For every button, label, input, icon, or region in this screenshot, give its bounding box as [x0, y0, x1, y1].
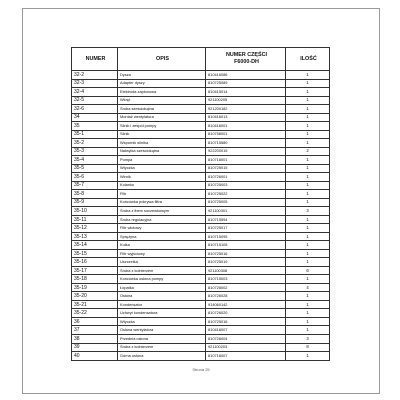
- table-row: [72, 198, 330, 207]
- cell-part-number: 810725005: [206, 198, 286, 207]
- cell-part-number: 922200015: [206, 147, 286, 156]
- cell-opis: Wtyczka: [118, 164, 206, 173]
- table-row: [72, 249, 330, 258]
- cell-opis: Śruba regulacyjna: [118, 215, 206, 224]
- cell-quantity: 1: [286, 105, 330, 114]
- cell-part-number: 810416086: [206, 71, 286, 80]
- cell-part-number: 810725015: [206, 164, 286, 173]
- cell-part-number: 810416001: [206, 122, 286, 131]
- cell-quantity: 1: [286, 113, 330, 122]
- document-page: [22, 8, 380, 394]
- cell-quantity: 3: [286, 334, 330, 343]
- table-row: [72, 173, 330, 182]
- cell-part-number: 810715095: [206, 232, 286, 241]
- cell-opis: Kondensator: [118, 300, 206, 309]
- cell-quantity: 1: [286, 352, 330, 361]
- cell-numer: 35-7: [72, 181, 118, 190]
- table-row: [72, 258, 330, 267]
- table-row: [72, 326, 330, 335]
- table-row: [72, 181, 330, 190]
- table-row: [72, 113, 330, 122]
- header-opis: OPIS: [118, 48, 206, 71]
- cell-quantity: 1: [286, 173, 330, 182]
- cell-numer: 35-19: [72, 283, 118, 292]
- cell-opis: Dysza: [118, 71, 206, 80]
- cell-opis: Adapter dyszy: [118, 79, 206, 88]
- table-row: [72, 275, 330, 284]
- cell-numer: 38: [72, 334, 118, 343]
- cell-numer: 35-8: [72, 190, 118, 199]
- cell-part-number: 921100301: [206, 207, 286, 216]
- cell-part-number: 810416013: [206, 113, 286, 122]
- table-row: [72, 334, 330, 343]
- table-row: [72, 190, 330, 199]
- cell-part-number: 810725016: [206, 317, 286, 326]
- table-row: [72, 139, 330, 148]
- table-row: [72, 352, 330, 361]
- cell-opis: Uchwyt kondensatora: [118, 309, 206, 318]
- table-row: [72, 224, 330, 233]
- cell-part-number: 810715580: [206, 139, 286, 148]
- cell-quantity: 1: [286, 130, 330, 139]
- cell-numer: 35-5: [72, 164, 118, 173]
- cell-opis: Śruba sześciokątna: [118, 105, 206, 114]
- cell-quantity: 1: [286, 198, 330, 207]
- cell-quantity: 1: [286, 71, 330, 80]
- cell-opis: Śruba z kołnierzem: [118, 343, 206, 352]
- cell-opis: Przednia osłona: [118, 334, 206, 343]
- cell-part-number: 921100308: [206, 266, 286, 275]
- table-row: [72, 215, 330, 224]
- table-row: [72, 156, 330, 165]
- cell-quantity: 1: [286, 275, 330, 284]
- cell-quantity: 1: [286, 258, 330, 267]
- cell-numer: 35-20: [72, 292, 118, 301]
- cell-quantity: 1: [286, 88, 330, 97]
- cell-part-number: 810716007: [206, 352, 286, 361]
- page-number: Strona 25: [192, 367, 210, 372]
- cell-opis: Elektroda zapłonowa: [118, 88, 206, 97]
- cell-quantity: 1: [286, 292, 330, 301]
- cell-quantity: 1: [286, 79, 330, 88]
- cell-opis: Filtr: [118, 190, 206, 199]
- header-ilosc: ILOŚĆ: [286, 48, 330, 71]
- cell-part-number: 810715105: [206, 241, 286, 250]
- table-row: [72, 147, 330, 156]
- cell-opis: Kolanko: [118, 181, 206, 190]
- cell-quantity: 1: [286, 241, 330, 250]
- table-row: [72, 71, 330, 80]
- cell-part-number: 810715594: [206, 215, 286, 224]
- cell-numer: 35-22: [72, 309, 118, 318]
- table-row: [72, 283, 330, 292]
- cell-quantity: 1: [286, 215, 330, 224]
- cell-quantity: 1: [286, 224, 330, 233]
- cell-numer: 32-4: [72, 88, 118, 97]
- cell-numer: 35-21: [72, 300, 118, 309]
- table-row: [72, 343, 330, 352]
- table-row: [72, 241, 330, 250]
- cell-opis: Kulka: [118, 241, 206, 250]
- cell-numer: 35: [72, 122, 118, 131]
- cell-opis: Silnik: [118, 130, 206, 139]
- cell-numer: 35-1: [72, 130, 118, 139]
- table-row: [72, 300, 330, 309]
- cell-opis: Wirnik: [118, 173, 206, 182]
- cell-numer: 40: [72, 352, 118, 361]
- cell-opis: Wtyczka: [118, 317, 206, 326]
- cell-part-number: 810416007: [206, 326, 286, 335]
- cell-opis: Osłona wentylatora: [118, 326, 206, 335]
- cell-opis: Filtr wlotowy: [118, 224, 206, 233]
- cell-numer: 35-15: [72, 249, 118, 258]
- cell-quantity: 3: [286, 207, 330, 216]
- cell-numer: 39: [72, 343, 118, 352]
- cell-part-number: 921100203: [206, 343, 286, 352]
- table-row: [72, 309, 330, 318]
- cell-numer: 35-9: [72, 198, 118, 207]
- cell-numer: 35-2: [72, 139, 118, 148]
- cell-part-number: 810726002: [206, 283, 286, 292]
- cell-quantity: 1: [286, 232, 330, 241]
- cell-quantity: 1: [286, 164, 330, 173]
- cell-quantity: 1: [286, 122, 330, 131]
- cell-opis: Nakrętka sześciokątna: [118, 147, 206, 156]
- cell-numer: 35-14: [72, 241, 118, 250]
- table-row: [72, 164, 330, 173]
- cell-opis: Łopatka: [118, 283, 206, 292]
- table-row: [72, 122, 330, 131]
- cell-numer: 32-5: [72, 96, 118, 105]
- cell-numer: 34: [72, 113, 118, 122]
- cell-numer: 36: [72, 317, 118, 326]
- table-row: [72, 317, 330, 326]
- cell-part-number: 810726004: [206, 334, 286, 343]
- cell-opis: Osłona: [118, 292, 206, 301]
- table-row: [72, 232, 330, 241]
- cell-quantity: 1: [286, 300, 330, 309]
- cell-part-number: 810756001: [206, 130, 286, 139]
- table-row: [72, 105, 330, 114]
- cell-quantity: 1: [286, 156, 330, 165]
- cell-quantity: 1: [286, 309, 330, 318]
- cell-opis: Wspornik silnika: [118, 139, 206, 148]
- cell-quantity: 1: [286, 326, 330, 335]
- cell-opis: Filtr wyjściowy: [118, 249, 206, 258]
- cell-part-number: 810716001: [206, 156, 286, 165]
- header-numer: NUMER: [72, 48, 118, 71]
- cell-part-number: 810725022: [206, 190, 286, 199]
- cell-opis: Śruba z łbem soczewkowym: [118, 207, 206, 216]
- cell-numer: 35-17: [72, 266, 118, 275]
- cell-numer: 35-4: [72, 156, 118, 165]
- parts-table-body: [72, 71, 330, 361]
- cell-numer: 35-18: [72, 275, 118, 284]
- cell-part-number: 810725017: [206, 224, 286, 233]
- cell-part-number: 810725019: [206, 258, 286, 267]
- cell-opis: Wkręt: [118, 96, 206, 105]
- cell-part-number: 810726028: [206, 292, 286, 301]
- header-model-code: F6000-DH: [234, 59, 259, 65]
- cell-part-number: 810725003: [206, 181, 286, 190]
- cell-opis: Montaż wentylatora: [118, 113, 206, 122]
- cell-quantity: 6: [286, 266, 330, 275]
- cell-numer: 35-16: [72, 258, 118, 267]
- cell-quantity: 2: [286, 147, 330, 156]
- cell-part-number: 810726001: [206, 173, 286, 182]
- cell-part-number: 921200182: [206, 105, 286, 114]
- cell-numer: 35-13: [72, 232, 118, 241]
- cell-numer: 32-2: [72, 71, 118, 80]
- cell-quantity: 1: [286, 181, 330, 190]
- cell-numer: 32-6: [72, 105, 118, 114]
- cell-quantity: 1: [286, 96, 330, 105]
- cell-numer: 35-11: [72, 215, 118, 224]
- cell-opis: Końcówka pokrywa filtra: [118, 198, 206, 207]
- cell-opis: Pompa: [118, 156, 206, 165]
- parts-table-header-row: [72, 48, 330, 71]
- cell-numer: 37: [72, 326, 118, 335]
- table-row: [72, 96, 330, 105]
- cell-part-number: 810715003: [206, 275, 286, 284]
- cell-numer: 35-12: [72, 224, 118, 233]
- cell-quantity: 1: [286, 190, 330, 199]
- cell-opis: Końcówka osłona pompy: [118, 275, 206, 284]
- cell-quantity: 1: [286, 139, 330, 148]
- cell-numer: 35-6: [72, 173, 118, 182]
- cell-part-number: 810726020: [206, 309, 286, 318]
- cell-numer: 32-3: [72, 79, 118, 88]
- cell-numer: 35-10: [72, 207, 118, 216]
- cell-quantity: 1: [286, 317, 330, 326]
- cell-opis: Śruba z kołnierzem: [118, 266, 206, 275]
- header-numer-czesci-title: NUMER CZĘŚCI: [225, 52, 268, 58]
- header-numer-czesci: [206, 48, 286, 71]
- table-row: [72, 266, 330, 275]
- cell-opis: Silnik i zespół pompy: [118, 122, 206, 131]
- cell-part-number: 921100205: [206, 96, 286, 105]
- parts-table: [71, 47, 330, 361]
- cell-part-number: 810415014: [206, 88, 286, 97]
- table-row: [72, 292, 330, 301]
- cell-part-number: 810725089: [206, 79, 286, 88]
- table-row: [72, 207, 330, 216]
- cell-quantity: 4: [286, 283, 330, 292]
- table-row: [72, 79, 330, 88]
- cell-opis: Sprężyna: [118, 232, 206, 241]
- cell-part-number: 810725016: [206, 249, 286, 258]
- cell-quantity: 8: [286, 343, 330, 352]
- cell-opis: Uszczelka: [118, 258, 206, 267]
- cell-quantity: 1: [286, 249, 330, 258]
- cell-numer: 35-3: [72, 147, 118, 156]
- table-row: [72, 130, 330, 139]
- cell-part-number: 914060142: [206, 300, 286, 309]
- cell-opis: Górna osłona: [118, 352, 206, 361]
- table-row: [72, 88, 330, 97]
